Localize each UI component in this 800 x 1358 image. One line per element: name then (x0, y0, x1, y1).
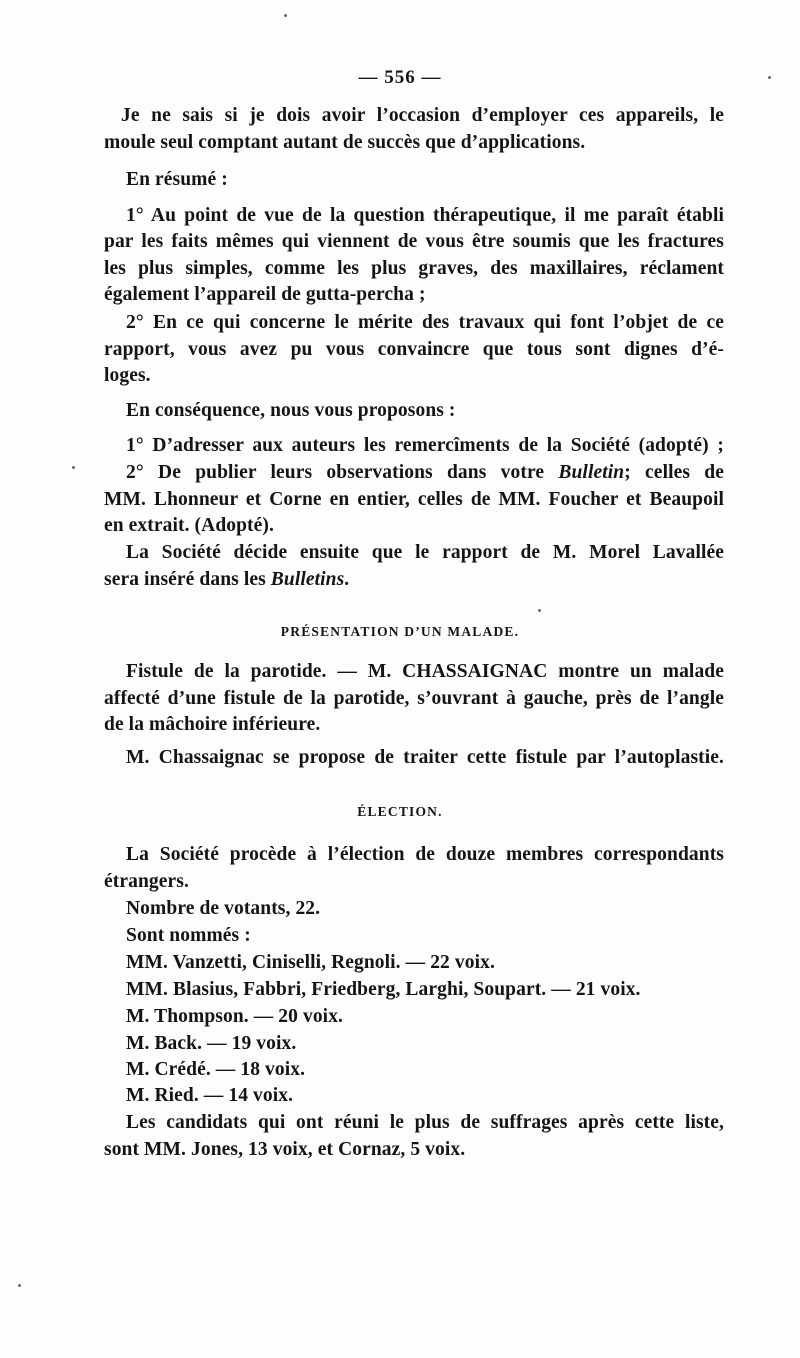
paragraph-line: en extrait. (Adopté). (104, 515, 274, 536)
paper-speck (72, 466, 75, 469)
paragraph-line: Je ne sais si je dois avoir l’occasion d’employer ces appareils, le (121, 105, 724, 126)
list-item: M. Ried. — 14 voix. (126, 1085, 294, 1106)
case-title: Fistule de la parotide. — M. CHASSAIGNAC (126, 661, 548, 682)
paragraph-line: En résumé : (126, 169, 228, 190)
paragraph-line: 2° En ce qui concerne le mérite des travaux qui font l’objet de ce (126, 312, 724, 333)
section-heading-election: ÉLECTION. (357, 804, 443, 819)
paragraph-line (104, 460, 724, 486)
list-item: M. Back. — 19 voix. (126, 1033, 297, 1054)
list-item: M. Crédé. — 18 voix. (126, 1059, 306, 1080)
paragraph-line: affecté d’une fistule de la parotide, s’ouvrant à gauche, près de l’angle (104, 688, 724, 709)
paragraph-line: étrangers. (104, 871, 189, 892)
text-run: ; celles de (624, 462, 725, 483)
paragraph-line (104, 567, 724, 593)
paragraph-line: 1° D’adresser aux auteurs les remercîments de la Société (adopté) ; (126, 435, 724, 456)
paragraph-line: En conséquence, nous vous proposons : (126, 400, 456, 421)
paper-speck (284, 14, 287, 17)
journal-title: Bulletin (558, 462, 625, 483)
text-run: 2° De publier leurs observations dans votre (126, 462, 559, 483)
paragraph-line: de la mâchoire inférieure. (104, 714, 321, 735)
paragraph-line: La Société procède à l’élection de douze membres correspondants (126, 844, 724, 865)
paragraph-line: M. Chassaignac se propose de traiter cette fistule par l’autoplastie. (126, 747, 724, 768)
text-run: . (344, 569, 350, 590)
paper-speck (538, 609, 541, 612)
paragraph-line: les plus simples, comme les plus graves, des maxillaires, réclament (104, 258, 724, 279)
paragraph-line (104, 659, 724, 685)
list-item: M. Thompson. — 20 voix. (126, 1006, 344, 1027)
list-item: Sont nommés : (126, 925, 251, 946)
paragraph-line: sont MM. Jones, 13 voix, et Cornaz, 5 voix. (104, 1139, 466, 1160)
paragraph-line: par les faits mêmes qui viennent de vous être soumis que les fractures (104, 231, 724, 252)
paper-speck (18, 1284, 21, 1287)
list-item: Nombre de votants, 22. (126, 898, 321, 919)
text-run: montre un malade (547, 661, 724, 682)
paragraph-line: moule seul comptant autant de succès que d’applications. (104, 132, 586, 153)
page-number: — 556 — (358, 67, 442, 88)
paragraph-line: également l’appareil de gutta-percha ; (104, 284, 426, 305)
text-run: sera inséré dans les (104, 569, 271, 590)
paragraph-line: loges. (104, 365, 151, 386)
paragraph-line: rapport, vous avez pu vous convaincre que tous sont dignes d’é- (104, 339, 724, 360)
list-item: MM. Blasius, Fabbri, Friedberg, Larghi, Soupart. — 21 voix. (126, 979, 641, 1000)
paragraph-line: La Société décide ensuite que le rapport de M. Morel Lavallée (126, 542, 724, 563)
section-heading-presentation: PRÉSENTATION D’UN MALADE. (280, 624, 520, 639)
journal-title: Bulletins (270, 569, 345, 590)
paragraph-line: Les candidats qui ont réuni le plus de suffrages après cette liste, (126, 1112, 724, 1133)
list-item: MM. Vanzetti, Ciniselli, Regnoli. — 22 voix. (126, 952, 495, 973)
paragraph-line: 1° Au point de vue de la question thérapeutique, il me paraît établi (126, 205, 724, 226)
paragraph-line: MM. Lhonneur et Corne en entier, celles de MM. Foucher et Beaupoil (104, 489, 724, 510)
paper-speck (768, 76, 771, 79)
